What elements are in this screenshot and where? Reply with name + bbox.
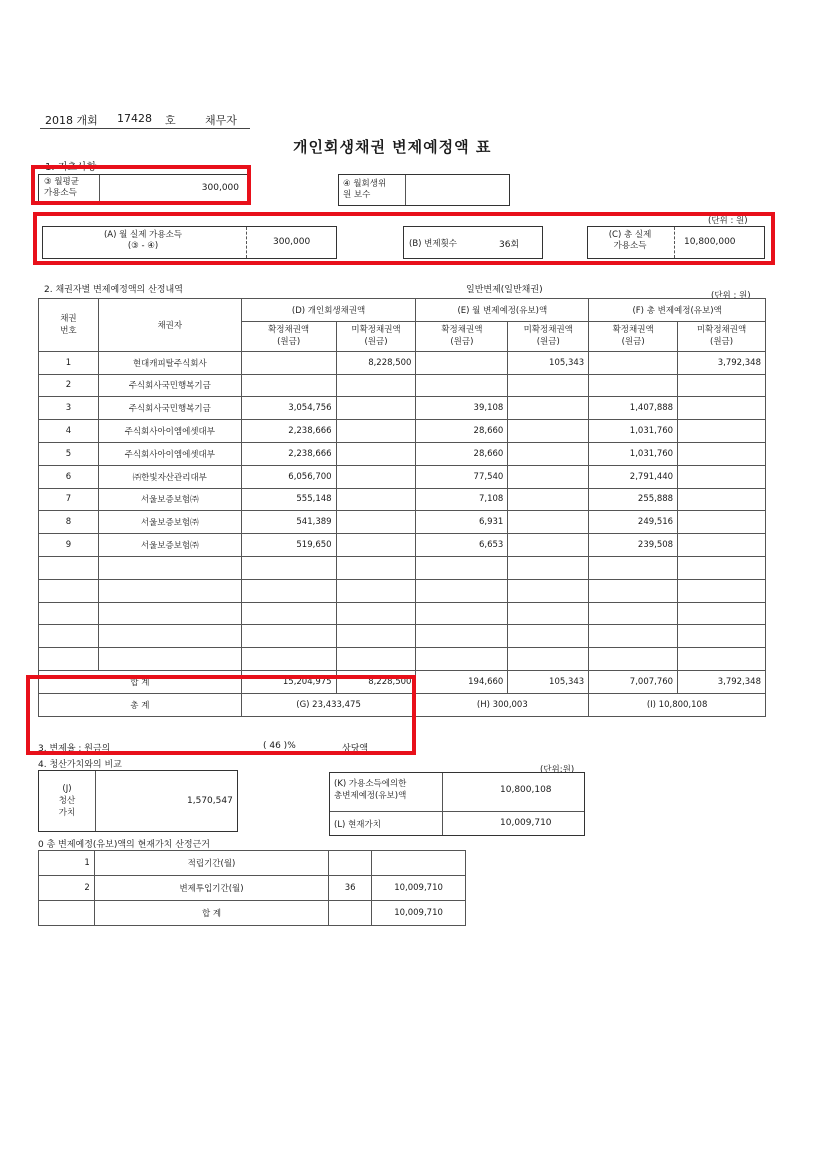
amount-d1: 6,056,700	[241, 465, 336, 488]
amount-e1	[416, 556, 508, 579]
pv-label: 적립기간(월)	[94, 851, 328, 876]
j-value: 1,570,547	[187, 796, 233, 806]
sum-e2: 105,343	[508, 670, 589, 693]
amount-f1: 2,791,440	[589, 465, 678, 488]
table-row	[39, 351, 766, 374]
col-no-header: 채권 번호	[39, 299, 99, 352]
creditor-name	[98, 556, 241, 579]
b-value: 36회	[499, 240, 520, 250]
pv-value: 10,009,710	[372, 876, 466, 901]
amount-e1: 39,108	[416, 397, 508, 420]
creditor-name: 현대캐피탈주식회사	[98, 351, 241, 374]
creditor-no: 3	[39, 397, 99, 420]
amount-d1: 541,389	[241, 511, 336, 534]
total-g: (G) 23,433,475	[241, 693, 416, 716]
table-row	[39, 648, 766, 671]
amount-e2	[508, 511, 589, 534]
amount-e2	[508, 625, 589, 648]
amount-e2: 105,343	[508, 351, 589, 374]
amount-e1: 7,108	[416, 488, 508, 511]
sum-f1: 7,007,760	[589, 670, 678, 693]
table-row	[39, 374, 766, 397]
amount-e1: 6,653	[416, 534, 508, 557]
amount-d1	[241, 625, 336, 648]
col-d-header: (D) 개인회생채권액	[241, 299, 416, 322]
amount-d2	[336, 556, 416, 579]
debtor-label: 채무자	[205, 114, 237, 127]
creditor-name: 주식회사아이엠에셋대부	[98, 442, 241, 465]
pv-months: 36	[329, 876, 372, 901]
creditor-no	[39, 602, 99, 625]
creditor-name	[98, 579, 241, 602]
amount-f1	[589, 602, 678, 625]
amount-f1	[589, 625, 678, 648]
amount-f1: 1,031,760	[589, 442, 678, 465]
amount-d1	[241, 602, 336, 625]
amount-d1	[241, 556, 336, 579]
amount-f2	[678, 442, 766, 465]
pv-sum-label: 합 계	[94, 901, 328, 926]
creditor-name	[98, 625, 241, 648]
creditor-no	[39, 648, 99, 671]
highlight-available-income	[33, 212, 775, 265]
present-value-table	[38, 850, 466, 926]
sub-confirmed-f: 확정채권액 (원금)	[589, 321, 678, 351]
amount-d2	[336, 648, 416, 671]
table-row	[39, 602, 766, 625]
header-underline	[40, 128, 250, 129]
table-row	[39, 465, 766, 488]
creditor-name: ㈜한빛자산관리대부	[98, 465, 241, 488]
amount-f2	[678, 602, 766, 625]
amount-f2	[678, 556, 766, 579]
amount-e2	[508, 602, 589, 625]
c-label: (C) 총 실제 가용소득	[608, 230, 652, 251]
table-row	[39, 442, 766, 465]
amount-f2	[678, 579, 766, 602]
amount-f1: 255,888	[589, 488, 678, 511]
col-f-header: (F) 총 변제예정(유보)액	[589, 299, 766, 322]
amount-d2	[336, 579, 416, 602]
amount-d2	[336, 602, 416, 625]
highlight-totals	[26, 675, 416, 755]
highlight-monthly-avg	[31, 165, 251, 205]
creditor-no: 6	[39, 465, 99, 488]
amount-f2	[678, 648, 766, 671]
pv-sum-value: 10,009,710	[372, 901, 466, 926]
sub-unconfirmed-d: 미확정채권액 (원금)	[336, 321, 416, 351]
amount-e2	[508, 648, 589, 671]
section5-heading: 0 총 변제예정(유보)액의 현재가치 산정근거	[38, 840, 210, 850]
amount-d1	[241, 351, 336, 374]
amount-d1: 2,238,666	[241, 442, 336, 465]
table-row	[39, 876, 466, 901]
pv-no: 2	[39, 876, 95, 901]
page-title: 개인회생채권 변제예정액 표	[293, 138, 492, 156]
j-box	[38, 770, 238, 832]
amount-e1: 28,660	[416, 442, 508, 465]
amount-f1: 1,407,888	[589, 397, 678, 420]
amount-e1	[416, 351, 508, 374]
amount-e2	[508, 556, 589, 579]
a-label: (A) 월 실제 가용소득 (③ - ④)	[103, 230, 183, 251]
amount-f2	[678, 397, 766, 420]
amount-d2	[336, 625, 416, 648]
amount-e2	[508, 442, 589, 465]
creditor-no: 2	[39, 374, 99, 397]
col-creditor-header: 채권자	[98, 299, 241, 352]
section4-unit: (단위:원)	[540, 765, 575, 775]
case-year: 2018 개회	[45, 114, 98, 127]
amount-d2	[336, 442, 416, 465]
table-row	[39, 579, 766, 602]
creditor-name: 주식회사국민행복기금	[98, 374, 241, 397]
amount-d1: 2,238,666	[241, 420, 336, 443]
creditor-name: 서울보증보험㈜	[98, 534, 241, 557]
monthly-avg-label: ③ 월평균 가용소득	[44, 177, 79, 198]
section1-heading: 1. 기초사항	[45, 162, 97, 173]
amount-d2	[336, 420, 416, 443]
amount-e2	[508, 579, 589, 602]
sum-d1: 15,204,975	[241, 670, 336, 693]
amount-d1: 555,148	[241, 488, 336, 511]
table-row	[39, 625, 766, 648]
pv-months	[329, 851, 372, 876]
creditor-no: 7	[39, 488, 99, 511]
creditor-name	[98, 648, 241, 671]
amount-f1	[589, 556, 678, 579]
amount-f1	[589, 648, 678, 671]
sub-confirmed-e: 확정채권액 (원금)	[416, 321, 508, 351]
section2-heading: 2. 채권자별 변제예정액의 산정내역	[44, 285, 183, 295]
amount-e2	[508, 534, 589, 557]
total-i: (I) 10,800,108	[589, 693, 766, 716]
total-label: 총 계	[39, 693, 242, 716]
creditor-no	[39, 579, 99, 602]
amount-e1	[416, 648, 508, 671]
amount-e2	[508, 488, 589, 511]
table-row	[39, 851, 466, 876]
amount-d1	[241, 579, 336, 602]
table-row	[39, 556, 766, 579]
table-row	[39, 420, 766, 443]
creditor-name: 서울보증보험㈜	[98, 488, 241, 511]
total-h: (H) 300,003	[416, 693, 589, 716]
a-value: 300,000	[273, 237, 311, 247]
creditor-no: 9	[39, 534, 99, 557]
trustee-fee-box	[338, 174, 510, 206]
sub-confirmed-d: 확정채권액 (원금)	[241, 321, 336, 351]
section2-subtitle: 일반변제(일반채권)	[466, 285, 543, 295]
amount-e1	[416, 602, 508, 625]
amount-d1: 519,650	[241, 534, 336, 557]
b-label: (B) 변제횟수	[409, 239, 458, 249]
amount-d2	[336, 534, 416, 557]
amount-f2	[678, 625, 766, 648]
table-row	[39, 397, 766, 420]
amount-d1	[241, 374, 336, 397]
amount-f2	[678, 374, 766, 397]
amount-e1: 28,660	[416, 420, 508, 443]
amount-e2	[508, 420, 589, 443]
amount-d2	[336, 511, 416, 534]
amount-d1	[241, 648, 336, 671]
creditor-name: 서울보증보험㈜	[98, 511, 241, 534]
amount-e2	[508, 465, 589, 488]
amount-d2	[336, 374, 416, 397]
sub-unconfirmed-e: 미확정채권액 (원금)	[508, 321, 589, 351]
creditor-no: 4	[39, 420, 99, 443]
amount-f1: 249,516	[589, 511, 678, 534]
monthly-avg-value: 300,000	[201, 183, 239, 193]
amount-f2	[678, 465, 766, 488]
pv-value	[372, 851, 466, 876]
amount-f1	[589, 579, 678, 602]
creditor-no	[39, 625, 99, 648]
creditor-name: 주식회사국민행복기금	[98, 397, 241, 420]
amount-f1	[589, 351, 678, 374]
col-e-header: (E) 월 변제예정(유보)액	[416, 299, 589, 322]
amount-f2	[678, 488, 766, 511]
amount-d2	[336, 488, 416, 511]
amount-e1	[416, 374, 508, 397]
sum-label: 합 계	[39, 670, 242, 693]
sub-unconfirmed-f: 미확정채권액 (원금)	[678, 321, 766, 351]
section3-text: 3. 변제율 : 원금의	[38, 744, 111, 754]
sum-f2: 3,792,348	[678, 670, 766, 693]
amount-f2	[678, 511, 766, 534]
k-label: (K) 가용소득에의한 총변제예정(유보)액	[334, 779, 407, 801]
amount-e1	[416, 579, 508, 602]
amount-f1: 1,031,760	[589, 420, 678, 443]
amount-e2	[508, 397, 589, 420]
trustee-fee-label: ④ 월회생위 원 보수	[343, 179, 387, 200]
pv-label: 변제투입기간(월)	[94, 876, 328, 901]
amount-f2	[678, 534, 766, 557]
creditor-no: 1	[39, 351, 99, 374]
j-label: (J) 청산 가치	[58, 784, 76, 818]
amount-f2: 3,792,348	[678, 351, 766, 374]
sum-e1: 194,660	[416, 670, 508, 693]
section4-heading: 4. 청산가치와의 비교	[38, 760, 122, 770]
section2-unit: (단위 : 원)	[711, 291, 751, 301]
creditor-no	[39, 556, 99, 579]
table-row	[39, 534, 766, 557]
amount-d2	[336, 397, 416, 420]
kl-box	[329, 772, 585, 836]
table-row	[39, 511, 766, 534]
table-row	[39, 488, 766, 511]
amount-f1: 239,508	[589, 534, 678, 557]
amount-d1: 3,054,756	[241, 397, 336, 420]
section1-unit: (단위 : 원)	[708, 216, 748, 226]
amount-f1	[589, 374, 678, 397]
amount-d2: 8,228,500	[336, 351, 416, 374]
sum-d2: 8,228,500	[336, 670, 416, 693]
amount-f2	[678, 420, 766, 443]
pv-no: 1	[39, 851, 95, 876]
amount-e2	[508, 374, 589, 397]
creditor-name	[98, 602, 241, 625]
creditor-no: 8	[39, 511, 99, 534]
creditor-no: 5	[39, 442, 99, 465]
case-ho: 호	[165, 114, 176, 127]
amount-d2	[336, 465, 416, 488]
section3-suffix: 상당액	[342, 744, 369, 754]
amount-e1: 6,931	[416, 511, 508, 534]
l-label: (L) 현재가치	[334, 820, 381, 830]
case-number: 17428	[117, 112, 152, 125]
creditor-name: 주식회사아이엠에셋대부	[98, 420, 241, 443]
l-value: 10,009,710	[500, 818, 552, 828]
amount-e1: 77,540	[416, 465, 508, 488]
repayment-rate: ( 46 )%	[263, 741, 296, 751]
amount-e1	[416, 625, 508, 648]
k-value: 10,800,108	[500, 785, 552, 795]
c-value: 10,800,000	[684, 237, 736, 247]
creditor-table	[38, 298, 766, 717]
